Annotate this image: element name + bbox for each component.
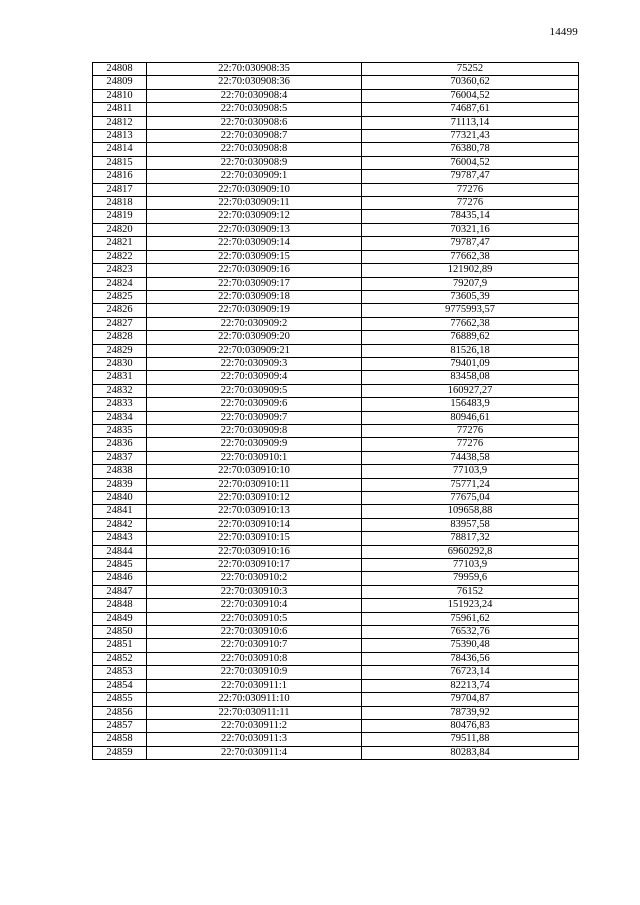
table-row [93,652,579,665]
cadastral-number-cell: 22:70:030910:1 [147,451,362,464]
table-row [93,733,579,746]
cadastral-value-cell: 75390,48 [362,639,579,652]
row-number-cell: 24839 [93,478,147,491]
table-row [93,451,579,464]
row-number-cell: 24826 [93,304,147,317]
row-number-cell: 24836 [93,438,147,451]
row-number-cell: 24842 [93,518,147,531]
cadastral-value-cell: 77103,9 [362,559,579,572]
table-row [93,89,579,102]
cadastral-value-cell: 80283,84 [362,746,579,759]
table-row [93,170,579,183]
cadastral-value-cell: 75771,24 [362,478,579,491]
row-number-cell: 24823 [93,264,147,277]
cadastral-value-cell: 77662,38 [362,317,579,330]
table-row [93,277,579,290]
row-number-cell: 24827 [93,317,147,330]
cadastral-number-cell: 22:70:030908:4 [147,89,362,102]
row-number-cell: 24847 [93,585,147,598]
cadastral-number-cell: 22:70:030910:16 [147,545,362,558]
row-number-cell: 24838 [93,465,147,478]
cadastral-number-cell: 22:70:030909:21 [147,344,362,357]
cadastral-number-cell: 22:70:030909:13 [147,223,362,236]
cadastral-value-cell: 77103,9 [362,465,579,478]
cadastral-value-cell: 75961,62 [362,612,579,625]
cadastral-number-cell: 22:70:030909:8 [147,424,362,437]
cadastral-value-cell: 80946,61 [362,411,579,424]
row-number-cell: 24840 [93,492,147,505]
cadastral-number-cell: 22:70:030909:4 [147,371,362,384]
row-number-cell: 24848 [93,599,147,612]
cadastral-value-cell: 70360,62 [362,76,579,89]
cadastral-value-cell: 79401,09 [362,357,579,370]
table-row [93,63,579,76]
row-number-cell: 24832 [93,384,147,397]
cadastral-value-cell: 78739,92 [362,706,579,719]
cadastral-value-cell: 77276 [362,183,579,196]
table-row [93,317,579,330]
cadastral-number-cell: 22:70:030909:9 [147,438,362,451]
cadastral-number-cell: 22:70:030910:4 [147,599,362,612]
row-number-cell: 24851 [93,639,147,652]
table-row [93,237,579,250]
row-number-cell: 24809 [93,76,147,89]
cadastral-value-cell: 74438,58 [362,451,579,464]
table-row [93,545,579,558]
row-number-cell: 24846 [93,572,147,585]
table-row [93,156,579,169]
table-row [93,304,579,317]
row-number-cell: 24845 [93,559,147,572]
cadastral-value-cell: 79787,47 [362,237,579,250]
row-number-cell: 24841 [93,505,147,518]
row-number-cell: 24819 [93,210,147,223]
table-row [93,559,579,572]
cadastral-value-cell: 77662,38 [362,250,579,263]
cadastral-number-cell: 22:70:030909:1 [147,170,362,183]
cadastral-number-cell: 22:70:030910:7 [147,639,362,652]
cadastral-number-cell: 22:70:030909:7 [147,411,362,424]
cadastral-number-cell: 22:70:030908:9 [147,156,362,169]
table-row [93,492,579,505]
table-row [93,344,579,357]
row-number-cell: 24808 [93,63,147,76]
cadastral-value-cell: 74687,61 [362,103,579,116]
cadastral-value-cell: 109658,88 [362,505,579,518]
page-number: 14499 [549,26,578,38]
table-body [93,63,579,760]
row-number-cell: 24855 [93,693,147,706]
cadastral-number-cell: 22:70:030908:36 [147,76,362,89]
cadastral-value-cell: 76380,78 [362,143,579,156]
cadastral-number-cell: 22:70:030908:6 [147,116,362,129]
cadastral-value-cell: 70321,16 [362,223,579,236]
row-number-cell: 24825 [93,290,147,303]
table-row [93,116,579,129]
row-number-cell: 24816 [93,170,147,183]
cadastral-value-cell: 77276 [362,424,579,437]
cadastral-number-cell: 22:70:030908:5 [147,103,362,116]
table-row [93,223,579,236]
cadastral-number-cell: 22:70:030909:2 [147,317,362,330]
row-number-cell: 24834 [93,411,147,424]
table-row [93,518,579,531]
cadastral-number-cell: 22:70:030911:1 [147,679,362,692]
cadastral-value-cell: 121902,89 [362,264,579,277]
table-row [93,693,579,706]
table-row [93,719,579,732]
row-number-cell: 24844 [93,545,147,558]
table-row [93,371,579,384]
cadastral-value-cell: 79704,87 [362,693,579,706]
row-number-cell: 24853 [93,666,147,679]
row-number-cell: 24831 [93,371,147,384]
row-number-cell: 24824 [93,277,147,290]
cadastral-value-cell: 71113,14 [362,116,579,129]
cadastral-number-cell: 22:70:030909:3 [147,357,362,370]
cadastral-number-cell: 22:70:030908:35 [147,63,362,76]
cadastral-value-cell: 81526,18 [362,344,579,357]
cadastral-number-cell: 22:70:030911:3 [147,733,362,746]
table-row [93,679,579,692]
cadastral-value-cell: 77675,04 [362,492,579,505]
cadastral-number-cell: 22:70:030910:17 [147,559,362,572]
cadastral-value-cell: 76723,14 [362,666,579,679]
table-row [93,505,579,518]
cadastral-value-cell: 9775993,57 [362,304,579,317]
cadastral-number-cell: 22:70:030909:16 [147,264,362,277]
cadastral-number-cell: 22:70:030911:2 [147,719,362,732]
cadastral-value-cell: 76889,62 [362,331,579,344]
row-number-cell: 24820 [93,223,147,236]
row-number-cell: 24828 [93,331,147,344]
cadastral-number-cell: 22:70:030908:7 [147,130,362,143]
row-number-cell: 24856 [93,706,147,719]
table-row [93,331,579,344]
table-row [93,398,579,411]
table-row [93,264,579,277]
cadastral-value-cell: 78817,32 [362,532,579,545]
cadastral-number-cell: 22:70:030909:11 [147,197,362,210]
cadastral-number-cell: 22:70:030909:19 [147,304,362,317]
table-row [93,626,579,639]
cadastral-number-cell: 22:70:030909:12 [147,210,362,223]
row-number-cell: 24811 [93,103,147,116]
row-number-cell: 24837 [93,451,147,464]
row-number-cell: 24830 [93,357,147,370]
cadastral-number-cell: 22:70:030909:5 [147,384,362,397]
table-row [93,585,579,598]
cadastral-number-cell: 22:70:030910:13 [147,505,362,518]
table-row [93,250,579,263]
cadastral-value-cell: 79959,6 [362,572,579,585]
cadastral-number-cell: 22:70:030908:8 [147,143,362,156]
cadastral-number-cell: 22:70:030911:4 [147,746,362,759]
table-row [93,639,579,652]
table-row [93,465,579,478]
row-number-cell: 24829 [93,344,147,357]
row-number-cell: 24858 [93,733,147,746]
row-number-cell: 24817 [93,183,147,196]
cadastral-number-cell: 22:70:030910:2 [147,572,362,585]
table-row [93,103,579,116]
row-number-cell: 24815 [93,156,147,169]
row-number-cell: 24857 [93,719,147,732]
row-number-cell: 24821 [93,237,147,250]
cadastral-number-cell: 22:70:030910:9 [147,666,362,679]
table-row [93,130,579,143]
cadastral-value-cell: 76152 [362,585,579,598]
cadastral-value-table [92,62,579,760]
cadastral-value-cell: 76532,76 [362,626,579,639]
cadastral-number-cell: 22:70:030910:10 [147,465,362,478]
cadastral-number-cell: 22:70:030909:6 [147,398,362,411]
table-row [93,438,579,451]
row-number-cell: 24850 [93,626,147,639]
row-number-cell: 24849 [93,612,147,625]
cadastral-value-cell: 73605,39 [362,290,579,303]
row-number-cell: 24852 [93,652,147,665]
cadastral-number-cell: 22:70:030910:8 [147,652,362,665]
cadastral-value-cell: 160927,27 [362,384,579,397]
cadastral-number-cell: 22:70:030909:10 [147,183,362,196]
cadastral-number-cell: 22:70:030909:15 [147,250,362,263]
cadastral-number-cell: 22:70:030911:11 [147,706,362,719]
table-row [93,572,579,585]
cadastral-number-cell: 22:70:030910:3 [147,585,362,598]
table-row [93,197,579,210]
row-number-cell: 24812 [93,116,147,129]
row-number-cell: 24854 [93,679,147,692]
table-row [93,143,579,156]
table-row [93,290,579,303]
table-row [93,599,579,612]
cadastral-value-cell: 75252 [362,63,579,76]
row-number-cell: 24859 [93,746,147,759]
cadastral-value-cell: 77321,43 [362,130,579,143]
cadastral-value-cell: 83957,58 [362,518,579,531]
cadastral-value-cell: 79787,47 [362,170,579,183]
row-number-cell: 24835 [93,424,147,437]
cadastral-value-cell: 79511,88 [362,733,579,746]
cadastral-value-cell: 77276 [362,438,579,451]
cadastral-value-cell: 6960292,8 [362,545,579,558]
cadastral-number-cell: 22:70:030910:5 [147,612,362,625]
cadastral-value-cell: 79207,9 [362,277,579,290]
table-row [93,424,579,437]
cadastral-number-cell: 22:70:030909:18 [147,290,362,303]
cadastral-value-cell: 78436,56 [362,652,579,665]
row-number-cell: 24810 [93,89,147,102]
cadastral-value-cell: 80476,83 [362,719,579,732]
cadastral-value-cell: 76004,52 [362,156,579,169]
table-row [93,183,579,196]
table-row [93,532,579,545]
row-number-cell: 24814 [93,143,147,156]
cadastral-number-cell: 22:70:030911:10 [147,693,362,706]
cadastral-number-cell: 22:70:030909:20 [147,331,362,344]
row-number-cell: 24822 [93,250,147,263]
cadastral-number-cell: 22:70:030910:12 [147,492,362,505]
cadastral-value-cell: 151923,24 [362,599,579,612]
cadastral-value-cell: 77276 [362,197,579,210]
cadastral-value-cell: 76004,52 [362,89,579,102]
table-row [93,612,579,625]
table-row [93,478,579,491]
row-number-cell: 24818 [93,197,147,210]
cadastral-value-cell: 82213,74 [362,679,579,692]
table-row [93,746,579,759]
table-row [93,706,579,719]
cadastral-number-cell: 22:70:030910:11 [147,478,362,491]
cadastral-number-cell: 22:70:030909:17 [147,277,362,290]
cadastral-number-cell: 22:70:030910:14 [147,518,362,531]
table-row [93,210,579,223]
cadastral-number-cell: 22:70:030910:6 [147,626,362,639]
table-row [93,666,579,679]
table-row [93,357,579,370]
row-number-cell: 24843 [93,532,147,545]
cadastral-number-cell: 22:70:030910:15 [147,532,362,545]
cadastral-value-cell: 78435,14 [362,210,579,223]
table-row [93,76,579,89]
row-number-cell: 24813 [93,130,147,143]
cadastral-number-cell: 22:70:030909:14 [147,237,362,250]
cadastral-value-cell: 83458,08 [362,371,579,384]
table-row [93,411,579,424]
row-number-cell: 24833 [93,398,147,411]
cadastral-value-cell: 156483,9 [362,398,579,411]
table-row [93,384,579,397]
